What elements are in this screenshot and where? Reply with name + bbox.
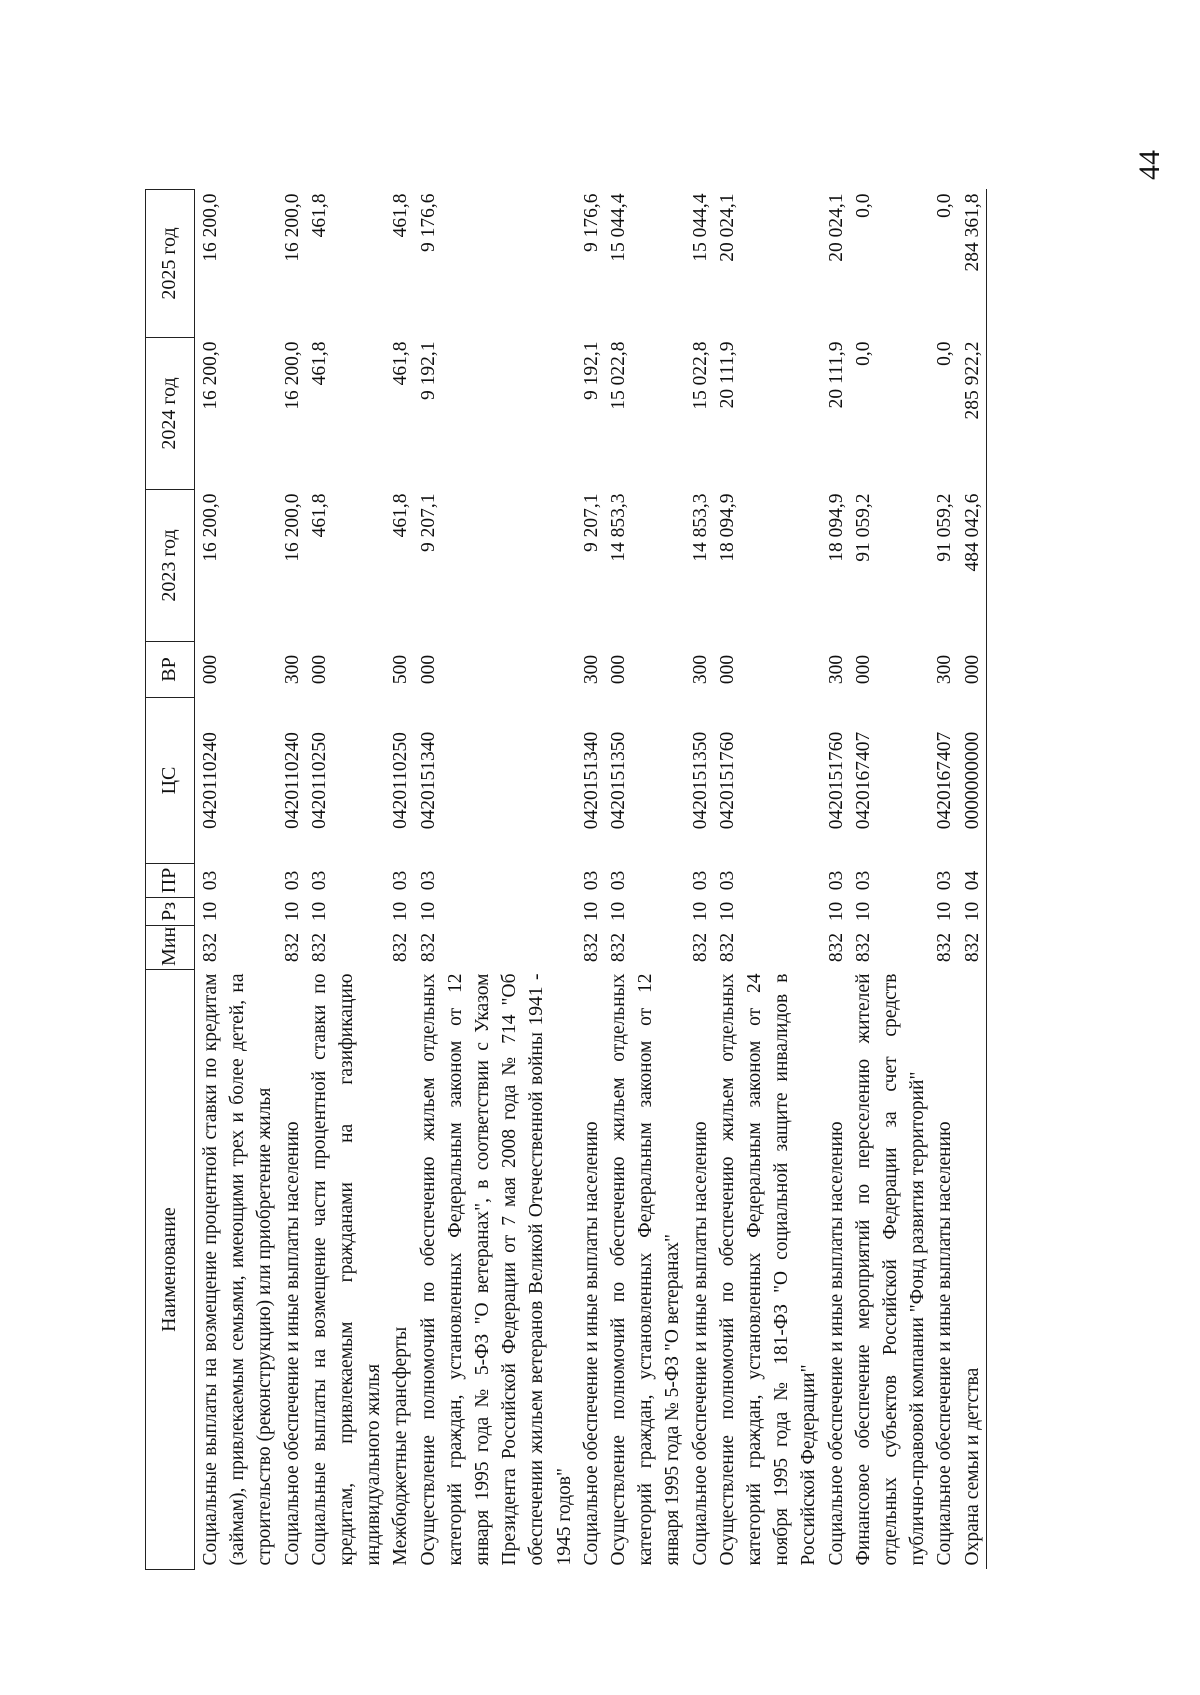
cell-min: 832 — [281, 932, 303, 963]
cell-pr: 03 — [580, 870, 602, 891]
cell-rz: 10 — [852, 901, 874, 922]
cell-min: 832 — [716, 932, 738, 963]
cell-name: Социальное обеспечение и иные выплаты населению — [934, 1121, 956, 1566]
cell-cs: 0420151760 — [716, 731, 738, 830]
header-vr: ВР — [146, 642, 195, 698]
cell-min: 832 — [689, 932, 711, 963]
cell-2023: 91 059,2 — [852, 493, 874, 562]
cell-2024: 0,0 — [934, 341, 956, 366]
cell-rz: 10 — [580, 901, 602, 922]
cell-pr: 03 — [852, 870, 874, 891]
cell-2025: 9 176,6 — [417, 193, 439, 252]
cell-cs: 0420110240 — [200, 732, 221, 829]
header-2024: 2024 год — [146, 338, 195, 490]
cell-cs: 0420151340 — [580, 731, 602, 830]
cell-2023: 461,8 — [308, 493, 330, 538]
cell-2025: 284 361,8 — [959, 190, 987, 338]
cell-2024: 9 192,1 — [580, 341, 602, 400]
header-rz: Рз — [146, 898, 195, 926]
cell-2023: 91 059,2 — [934, 493, 956, 562]
cell-min: 832 — [852, 932, 874, 963]
cell-vr: 300 — [934, 654, 956, 685]
cell-rz: 10 — [716, 901, 738, 922]
cell-rz: 10 — [934, 901, 956, 922]
table-row — [850, 190, 932, 1570]
cell-rz: 10 — [417, 901, 439, 922]
cell-name: Социальное обеспечение и иные выплаты населению — [689, 1121, 711, 1566]
cell-cs: 0420151350 — [608, 731, 630, 830]
cell-min: 832 — [825, 932, 847, 963]
table-row — [387, 190, 414, 1570]
cell-2024: 461,8 — [390, 341, 412, 386]
cell-cs: 0000000000 — [959, 698, 987, 864]
cell-min: 832 — [934, 932, 956, 963]
cell-min: 832 — [390, 932, 412, 963]
cell-2024: 285 922,2 — [959, 338, 987, 490]
cell-pr: 03 — [390, 870, 412, 891]
table-row — [195, 190, 279, 1570]
cell-vr: 300 — [825, 654, 847, 685]
cell-cs: 0420151340 — [417, 731, 439, 830]
header-min: Мин — [146, 926, 195, 970]
cell-rz: 10 — [390, 901, 412, 922]
cell-name: Межбюджетные трансферты — [390, 1326, 412, 1566]
cell-min: 832 — [959, 926, 987, 970]
cell-name: Социальное обеспечение и иные выплаты населению — [580, 1121, 602, 1566]
table-header-row — [146, 190, 195, 1570]
cell-pr: 03 — [825, 870, 847, 891]
cell-2023: 484 042,6 — [959, 490, 987, 642]
cell-rz: 10 — [281, 901, 303, 922]
cell-2025: 15 044,4 — [689, 193, 711, 262]
cell-2023: 16 200,0 — [281, 493, 303, 562]
cell-cs: 0420110240 — [281, 732, 303, 829]
cell-vr: 000 — [308, 654, 330, 685]
cell-name: Социальное обеспечение и иные выплаты населению — [281, 1121, 303, 1566]
cell-2024: 0,0 — [852, 341, 874, 366]
cell-pr: 04 — [959, 864, 987, 898]
cell-2023: 18 094,9 — [825, 493, 847, 562]
cell-2025: 16 200,0 — [200, 193, 221, 262]
budget-table — [145, 189, 987, 1570]
table-row — [714, 190, 823, 1570]
cell-cs: 0420151760 — [825, 731, 847, 830]
cell-vr: 500 — [390, 654, 412, 685]
header-cs: ЦС — [146, 698, 195, 864]
cell-2024: 16 200,0 — [200, 341, 221, 410]
cell-vr: 000 — [417, 654, 439, 685]
cell-vr: 300 — [689, 654, 711, 685]
cell-pr: 03 — [934, 870, 956, 891]
cell-pr: 03 — [608, 870, 630, 891]
cell-vr: 300 — [281, 654, 303, 685]
cell-min: 832 — [200, 932, 221, 963]
cell-2024: 16 200,0 — [281, 341, 303, 410]
cell-2024: 20 111,9 — [825, 341, 847, 409]
header-pr: ПР — [146, 864, 195, 898]
cell-2023: 461,8 — [390, 493, 412, 538]
cell-vr: 000 — [608, 654, 630, 685]
cell-pr: 03 — [716, 870, 738, 891]
cell-cs: 0420167407 — [852, 731, 874, 830]
table-row — [578, 190, 605, 1570]
table-row — [823, 190, 850, 1570]
cell-vr: 000 — [852, 654, 874, 685]
table-row — [279, 190, 306, 1570]
cell-name: Социальные выплаты на возмещение части процентной ставки по кредитам, привлекаемым гражданами на газификацию индивидуального жилья — [308, 973, 385, 1566]
cell-2025: 20 024,1 — [716, 193, 738, 262]
table-row — [959, 190, 987, 1570]
cell-2025: 461,8 — [390, 193, 412, 238]
table-row — [931, 190, 958, 1570]
cell-name: Осуществление полномочий по обеспечению жильем отдельных категорий граждан, установленных Федеральным законом от 12 января 1995 года № 5-ФЗ "О ветеранах", в соответствии с Указом Президента Российской Федерации от 7 мая 2008 года № 714 "Об обеспечении жильем ветеранов Великой Отечественной войны 1941 - 1945 годов" — [417, 973, 575, 1566]
cell-pr: 03 — [281, 870, 303, 891]
cell-name: Осуществление полномочий по обеспечению жильем отдельных категорий граждан, установленных Федеральным законом от 12 января 1995 года № 5-ФЗ "О ветеранах" — [608, 973, 684, 1566]
header-name: Наименование — [146, 970, 195, 1570]
cell-vr: 000 — [200, 654, 221, 685]
cell-2024: 15 022,8 — [689, 341, 711, 410]
cell-rz: 10 — [689, 901, 711, 922]
cell-rz: 10 — [200, 901, 221, 922]
cell-rz: 10 — [825, 901, 847, 922]
cell-name: Социальное обеспечение и иные выплаты населению — [825, 1121, 847, 1566]
cell-2025: 16 200,0 — [281, 193, 303, 262]
cell-2025: 20 024,1 — [825, 193, 847, 262]
cell-rz: 10 — [608, 901, 630, 922]
cell-pr: 03 — [417, 870, 439, 891]
cell-min: 832 — [580, 932, 602, 963]
table-row — [306, 190, 388, 1570]
cell-vr: 000 — [959, 642, 987, 698]
cell-vr: 000 — [716, 654, 738, 685]
cell-2023: 9 207,1 — [417, 493, 439, 552]
cell-2025: 0,0 — [852, 193, 874, 218]
cell-name: Осуществление полномочий по обеспечению жильем отдельных категорий граждан, установленных Федеральным законом от 24 ноября 1995 года № 181-ФЗ "О социальной защите инвалидов в Российской Федерации" — [716, 973, 820, 1566]
cell-cs: 0420167407 — [934, 731, 956, 830]
cell-cs: 0420110250 — [308, 732, 330, 829]
rotated-table-area — [145, 190, 1055, 1570]
cell-name: Финансовое обеспечение мероприятий по переселению жителей отдельных субъектов Российской Федерации за счет средств публично-правовой компании "Фонд развития территорий" — [852, 973, 929, 1566]
cell-2023: 14 853,3 — [689, 493, 711, 562]
cell-pr: 03 — [689, 870, 711, 891]
cell-name: Социальные выплаты на возмещение процентной ставки по кредитам (займам), привлекаемым семьями, имеющими трех и более детей, на строительство (реконструкцию) или приобретение жилья — [200, 973, 276, 1566]
header-2025: 2025 год — [146, 190, 195, 338]
cell-rz: 10 — [959, 898, 987, 926]
cell-2024: 20 111,9 — [716, 341, 738, 409]
table-row — [605, 190, 687, 1570]
cell-name: Охрана семьи и детства — [959, 970, 987, 1570]
cell-cs: 0420151350 — [689, 731, 711, 830]
cell-2024: 9 192,1 — [417, 341, 439, 400]
cell-2023: 9 207,1 — [580, 493, 602, 552]
cell-cs: 0420110250 — [390, 732, 412, 829]
cell-2024: 15 022,8 — [608, 341, 630, 410]
cell-rz: 10 — [308, 901, 330, 922]
cell-2025: 15 044,4 — [608, 193, 630, 262]
cell-2025: 9 176,6 — [580, 193, 602, 252]
cell-2023: 14 853,3 — [608, 493, 630, 562]
table-row — [415, 190, 578, 1570]
table-row — [687, 190, 714, 1570]
cell-2023: 16 200,0 — [200, 493, 221, 562]
cell-2023: 18 094,9 — [716, 493, 738, 562]
cell-min: 832 — [608, 932, 630, 963]
cell-min: 832 — [417, 932, 439, 963]
header-2023: 2023 год — [146, 490, 195, 642]
cell-vr: 300 — [580, 654, 602, 685]
cell-2025: 461,8 — [308, 193, 330, 238]
cell-pr: 03 — [308, 870, 330, 891]
cell-2024: 461,8 — [308, 341, 330, 386]
cell-2025: 0,0 — [934, 193, 956, 218]
page-number: 44 — [1133, 150, 1166, 180]
cell-min: 832 — [308, 932, 330, 963]
cell-pr: 03 — [200, 870, 221, 891]
